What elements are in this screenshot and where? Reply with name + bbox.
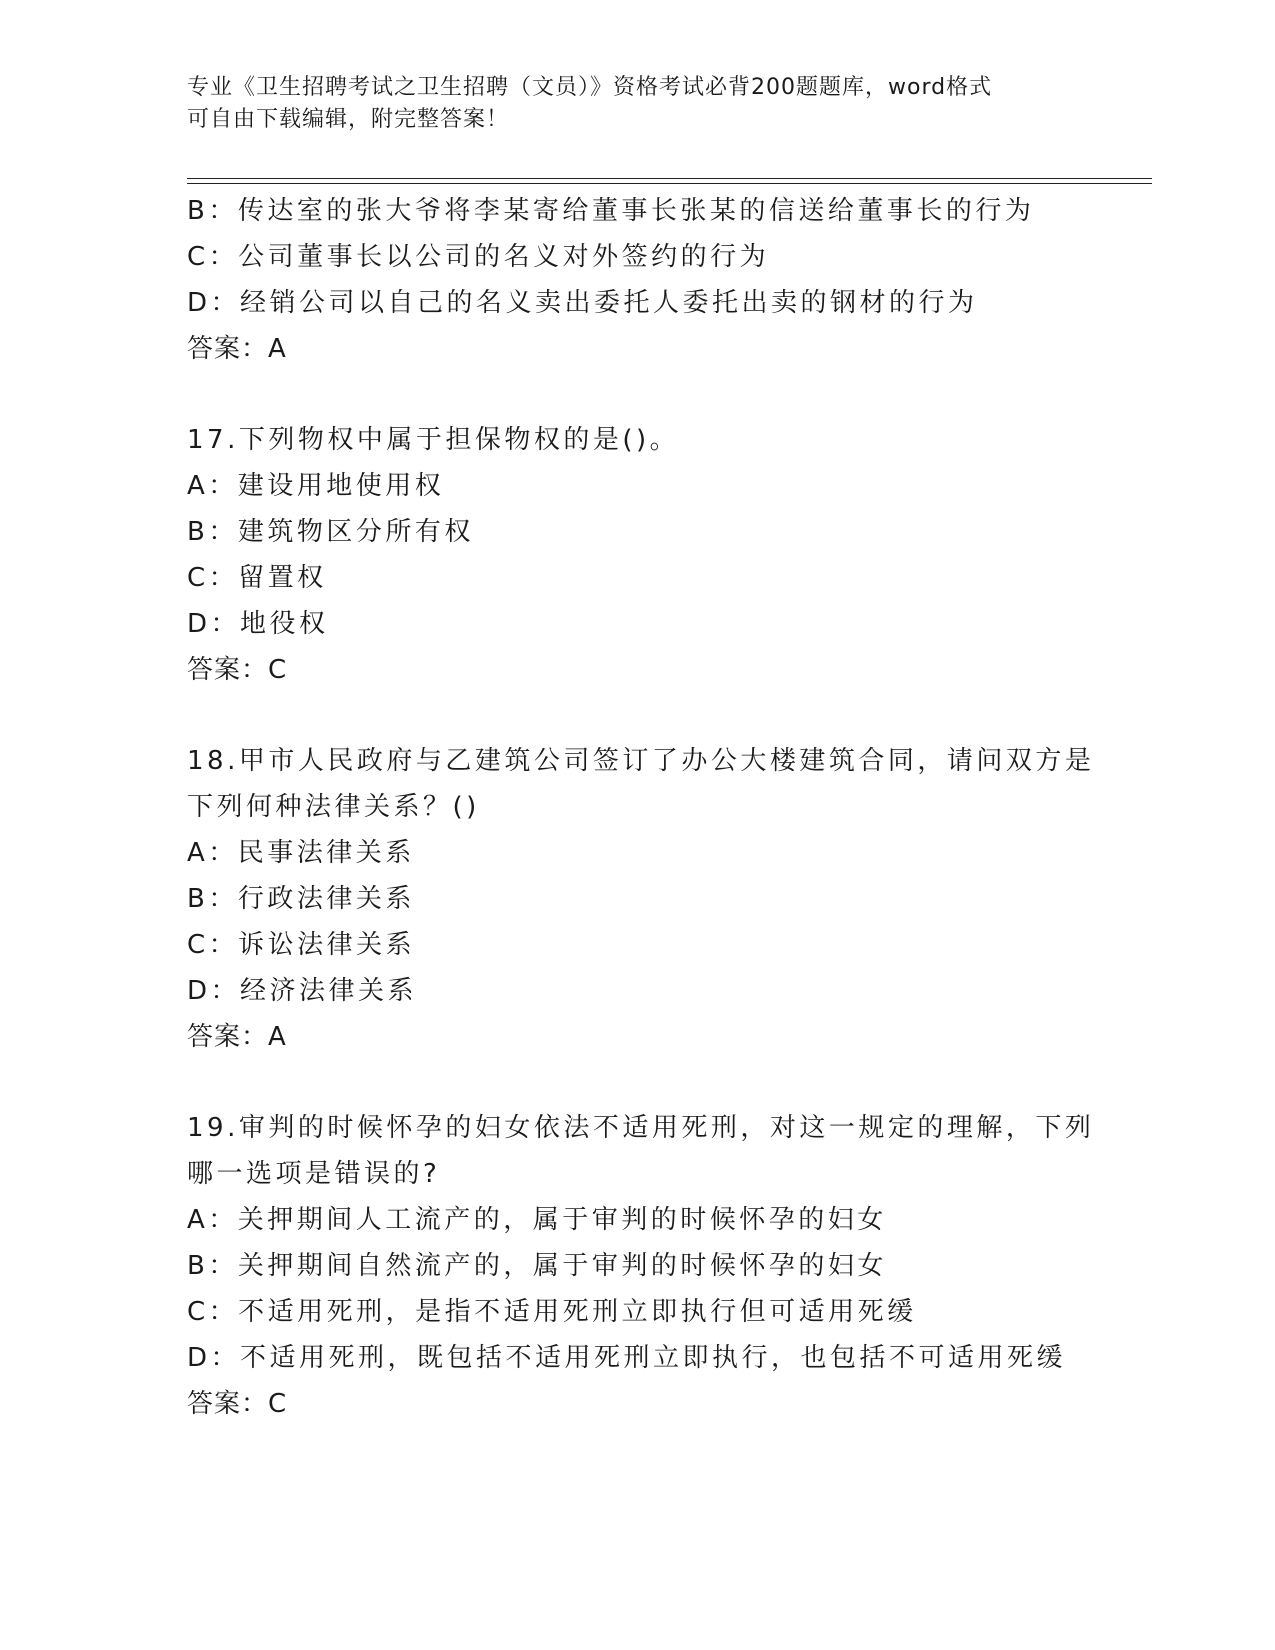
option-d: D：不适用死刑，既包括不适用死刑立即执行，也包括不可适用死缓 <box>187 1343 1067 1373</box>
header-divider-top <box>187 178 1152 179</box>
option-d: D：经济法律关系 <box>187 976 418 1006</box>
option-b: B：关押期间自然流产的，属于审判的时候怀孕的妇女 <box>187 1251 887 1281</box>
option-d: D：地役权 <box>187 609 329 639</box>
option-a: A：建设用地使用权 <box>187 471 445 501</box>
option-b: B：建筑物区分所有权 <box>187 517 474 547</box>
question-stem-line-1: 19.审判的时候怀孕的妇女依法不适用死刑，对这一规定的理解，下列 <box>187 1113 1095 1143</box>
answer-line: 答案：C <box>187 1389 288 1419</box>
question-stem-line-2: 哪一选项是错误的? <box>187 1159 441 1189</box>
spacer <box>187 693 1087 738</box>
question-16-tail <box>187 188 1087 372</box>
spacer <box>187 1060 1087 1105</box>
question-18 <box>187 738 1095 1060</box>
option-d: D：经销公司以自己的名义卖出委托人委托出卖的钢材的行为 <box>187 288 978 318</box>
option-a: A：民事法律关系 <box>187 838 415 868</box>
option-b: B：传达室的张大爷将李某寄给董事长张某的信送给董事长的行为 <box>187 196 1035 226</box>
question-stem-line-2: 下列何种法律关系？() <box>187 792 480 822</box>
header-divider-bottom <box>187 183 1152 184</box>
option-c: C：诉讼法律关系 <box>187 930 416 960</box>
option-c: C：不适用死刑，是指不适用死刑立即执行但可适用死缓 <box>187 1297 917 1327</box>
question-stem-line-1: 18.甲市人民政府与乙建筑公司签订了办公大楼建筑合同，请问双方是 <box>187 746 1095 776</box>
question-17 <box>187 417 1087 693</box>
question-stem: 17.下列物权中属于担保物权的是()。 <box>187 425 680 455</box>
question-list <box>187 188 1095 1427</box>
option-c: C：公司董事长以公司的名义对外签约的行为 <box>187 242 770 272</box>
header-line-2: 可自由下载编辑，附完整答案！ <box>187 107 510 132</box>
option-a: A：关押期间人工流产的，属于审判的时候怀孕的妇女 <box>187 1205 887 1235</box>
answer-line: 答案：A <box>187 1022 287 1052</box>
question-19 <box>187 1105 1095 1427</box>
spacer <box>187 372 1087 417</box>
document-header <box>187 72 1067 136</box>
answer-line: 答案：A <box>187 334 287 364</box>
answer-line: 答案：C <box>187 655 288 685</box>
option-b: B：行政法律关系 <box>187 884 415 914</box>
header-line-1: 专业《卫生招聘考试之卫生招聘（文员）》资格考试必背200题题库，word格式 <box>187 75 993 100</box>
option-c: C：留置权 <box>187 563 327 593</box>
